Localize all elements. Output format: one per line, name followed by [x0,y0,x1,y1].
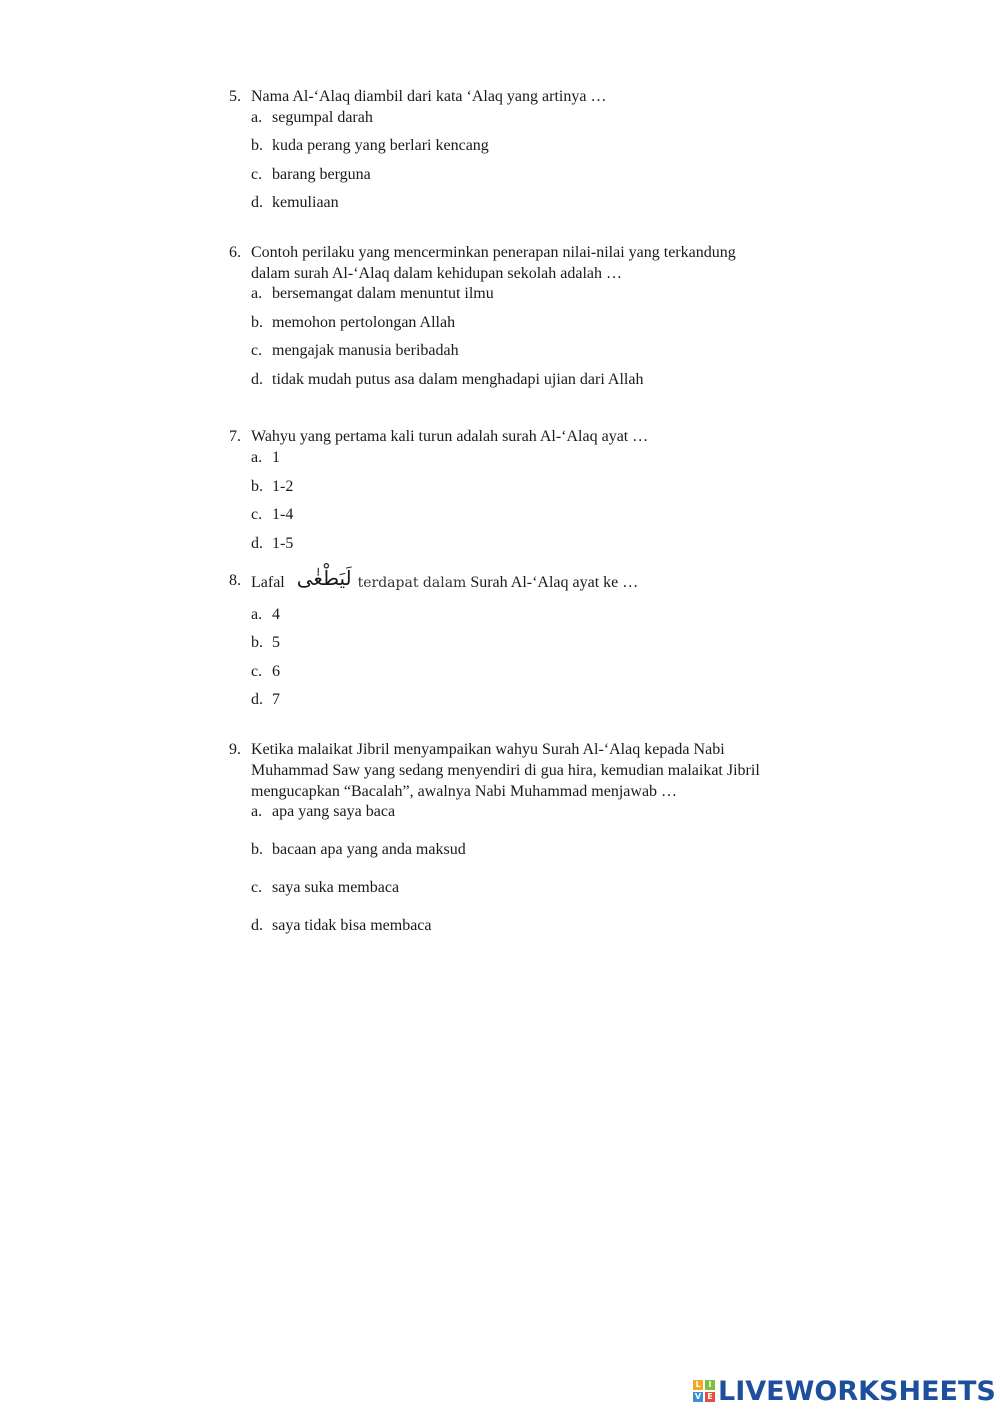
option-8b[interactable] [251,632,280,653]
option-8c[interactable] [251,661,280,682]
option-6d[interactable] [251,369,643,390]
logo-mark-tile: I [705,1380,715,1390]
option-letter: c. [251,879,263,896]
option-text: 7 [272,691,280,708]
option-text: bacaan apa yang anda maksud [272,841,466,858]
option-text: kemuliaan [272,194,339,211]
option-letter: b. [251,841,263,858]
option-letter: c. [251,506,263,523]
option-letter: d. [251,194,263,211]
question-number: 9. [229,741,241,758]
option-5d[interactable] [251,192,339,213]
logo-mark-tile: V [694,1392,702,1401]
question-middle: terdapat dalam [357,575,467,591]
option-letter: a. [251,109,263,126]
option-text: mengajak manusia beribadah [272,342,459,359]
option-8a[interactable] [251,604,280,625]
question-9 [229,739,764,802]
option-6c[interactable] [251,340,459,361]
option-8d[interactable] [251,689,280,710]
option-letter: d. [251,535,263,552]
option-text: 1-5 [272,535,294,552]
option-text: tidak mudah putus asa dalam menghadapi ujian dari Allah [272,371,644,388]
option-letter: c. [251,166,263,183]
option-6a[interactable] [251,283,494,304]
option-letter: d. [251,371,263,388]
question-text: Nama Al-‘Alaq diambil dari kata ‘Alaq yang artinya … [251,88,607,105]
option-7c[interactable] [251,504,293,525]
option-letter: a. [251,606,263,623]
option-letter: c. [251,663,263,680]
option-7a[interactable] [251,447,280,468]
option-6b[interactable] [251,312,455,333]
option-letter: d. [251,917,263,934]
option-letter: a. [251,285,263,302]
question-text [251,566,789,594]
option-text: apa yang saya baca [272,803,396,820]
option-7d[interactable] [251,533,293,554]
option-text: 6 [272,663,280,680]
option-letter: d. [251,691,263,708]
option-text: 5 [272,634,280,651]
question-8 [229,566,789,594]
option-5a[interactable] [251,107,373,128]
option-text: 4 [272,606,280,623]
question-text: Wahyu yang pertama kali turun adalah surah Al-‘Alaq ayat … [251,428,649,445]
option-text: 1-2 [272,478,294,495]
logo-mark-icon [693,1380,715,1402]
option-9b[interactable] [251,839,466,860]
option-letter: c. [251,342,263,359]
option-9a[interactable] [251,801,395,822]
question-suffix: Surah Al-‘Alaq ayat ke … [470,574,639,591]
option-7b[interactable] [251,476,293,497]
option-text: memohon pertolongan Allah [272,314,456,331]
option-text: kuda perang yang berlari kencang [272,137,489,154]
question-number: 7. [229,428,241,445]
question-number: 6. [229,244,241,261]
liveworksheets-logo[interactable] [693,1376,996,1406]
option-text: 1 [272,449,280,466]
question-7 [229,426,789,447]
question-5 [229,86,789,107]
option-text: 1-4 [272,506,294,523]
option-letter: b. [251,478,263,495]
option-text: saya suka membaca [272,879,400,896]
option-5c[interactable] [251,164,371,185]
question-text: Ketika malaikat Jibril menyampaikan wahyu Surah Al-‘Alaq kepada Nabi Muhammad Saw yang sedang menyendiri di gua hira, kemudian malaikat Jibril mengucapkan “Bacalah”, awalnya Nabi Muhammad menjawab … [251,741,760,800]
option-text: segumpal darah [272,109,373,126]
option-letter: b. [251,137,263,154]
logo-mark-tile: L [693,1380,703,1390]
arabic-word: لَيَطْغٰى [296,566,352,590]
option-text: barang berguna [272,166,371,183]
option-letter: a. [251,449,263,466]
question-6 [229,242,769,284]
option-text: saya tidak bisa membaca [272,917,432,934]
question-number: 5. [229,88,241,105]
question-text: Contoh perilaku yang mencerminkan penerapan nilai-nilai yang terkandung dalam surah Al-‘Alaq dalam kehidupan sekolah adalah … [251,244,736,282]
option-text: bersemangat dalam menuntut ilmu [272,285,494,302]
option-9c[interactable] [251,877,399,898]
option-9d[interactable] [251,915,432,936]
logo-mark-tile: E [705,1392,715,1402]
option-5b[interactable] [251,135,489,156]
option-letter: b. [251,634,263,651]
option-letter: a. [251,803,263,820]
question-prefix: Lafal [251,574,285,591]
logo-text: LIVEWORKSHEETS [718,1375,996,1407]
question-number: 8. [229,572,241,589]
option-letter: b. [251,314,263,331]
